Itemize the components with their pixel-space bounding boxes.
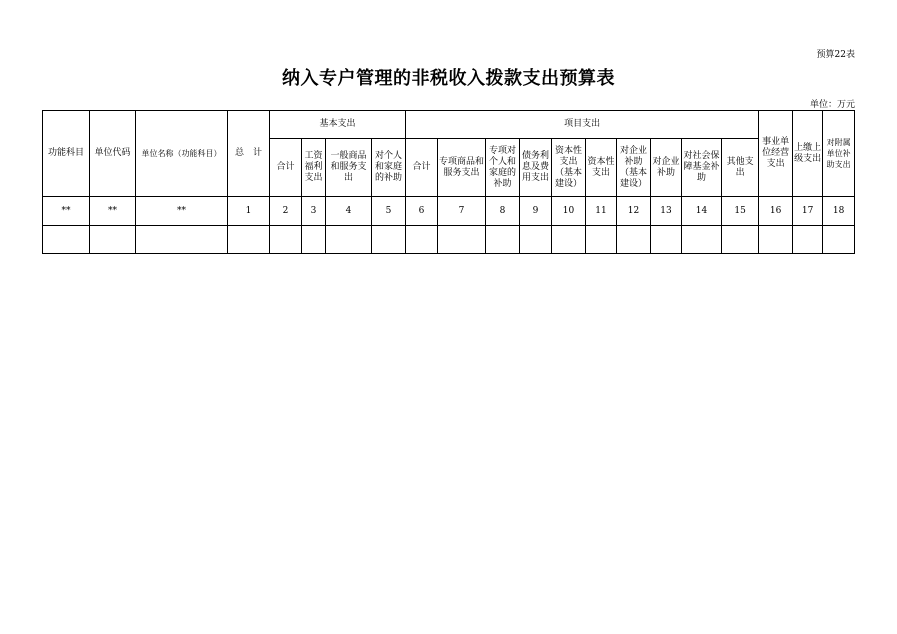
- index-cell: 1: [228, 197, 270, 226]
- header-project-col: 资本性支出（基本建设）: [552, 139, 586, 197]
- header-upper-payment: 上缴上级支出: [793, 111, 823, 197]
- index-cell: 6: [406, 197, 438, 226]
- data-cell: [793, 226, 823, 254]
- index-cell: **: [43, 197, 90, 226]
- index-cell: 4: [326, 197, 372, 226]
- header-project-col: 债务利息及费用支出: [520, 139, 552, 197]
- header-project-col: 其他支出: [722, 139, 759, 197]
- index-cell: 5: [372, 197, 406, 226]
- header-project-col: 专项对个人和家庭的补助: [486, 139, 520, 197]
- index-cell: **: [90, 197, 136, 226]
- header-project-col: 对企业补助: [651, 139, 682, 197]
- index-cell: 12: [617, 197, 651, 226]
- header-project-col: 专项商品和服务支出: [438, 139, 486, 197]
- budget-table: [42, 110, 855, 254]
- form-code: 预算22表: [816, 50, 855, 60]
- data-cell: [486, 226, 520, 254]
- index-cell: **: [136, 197, 228, 226]
- header-basic-col: 一般商品和服务支出: [326, 139, 372, 197]
- header-basic-col: 工资福利支出: [302, 139, 326, 197]
- header-project-col: 合计: [406, 139, 438, 197]
- index-cell: 3: [302, 197, 326, 226]
- header-group-project: 项目支出: [406, 111, 759, 139]
- index-cell: 8: [486, 197, 520, 226]
- data-cell: [136, 226, 228, 254]
- header-project-col: 对社会保障基金补助: [682, 139, 722, 197]
- index-cell: 15: [722, 197, 759, 226]
- data-cell: [326, 226, 372, 254]
- data-cell: [651, 226, 682, 254]
- data-cell: [438, 226, 486, 254]
- data-cell: [552, 226, 586, 254]
- header-total: 总 计: [228, 111, 270, 197]
- header-group-basic: 基本支出: [270, 111, 406, 139]
- data-cell: [520, 226, 552, 254]
- index-cell: 9: [520, 197, 552, 226]
- header-project-col: 对企业补助（基本建设）: [617, 139, 651, 197]
- data-cell: [90, 226, 136, 254]
- data-cell: [617, 226, 651, 254]
- header-unit-code: 单位代码: [90, 111, 136, 197]
- header-basic-col: 对个人和家庭的补助: [372, 139, 406, 197]
- data-cell: [302, 226, 326, 254]
- data-cell: [586, 226, 617, 254]
- data-cell: [270, 226, 302, 254]
- index-cell: 16: [759, 197, 793, 226]
- index-cell: 2: [270, 197, 302, 226]
- data-cell: [722, 226, 759, 254]
- page-title: 纳入专户管理的非税收入拨款支出预算表: [282, 68, 615, 89]
- index-cell: 14: [682, 197, 722, 226]
- index-cell: 13: [651, 197, 682, 226]
- data-cell: [406, 226, 438, 254]
- header-subsidiary: 对附属单位补助支出: [823, 111, 855, 197]
- index-cell: 7: [438, 197, 486, 226]
- data-cell: [759, 226, 793, 254]
- index-cell: 11: [586, 197, 617, 226]
- header-project-col: 资本性支出: [586, 139, 617, 197]
- index-cell: 18: [823, 197, 855, 226]
- data-row: [43, 226, 855, 254]
- index-cell: 17: [793, 197, 823, 226]
- header-unit-name: 单位名称（功能科目）: [136, 111, 228, 197]
- data-cell: [823, 226, 855, 254]
- index-cell: 10: [552, 197, 586, 226]
- data-cell: [43, 226, 90, 254]
- data-cell: [228, 226, 270, 254]
- data-cell: [372, 226, 406, 254]
- index-row: [43, 197, 855, 226]
- header-business-unit: 事业单位经营支出: [759, 111, 793, 197]
- header-function-subject: 功能科目: [43, 111, 90, 197]
- data-cell: [682, 226, 722, 254]
- unit-label: 单位：万元: [809, 100, 855, 110]
- header-basic-col: 合计: [270, 139, 302, 197]
